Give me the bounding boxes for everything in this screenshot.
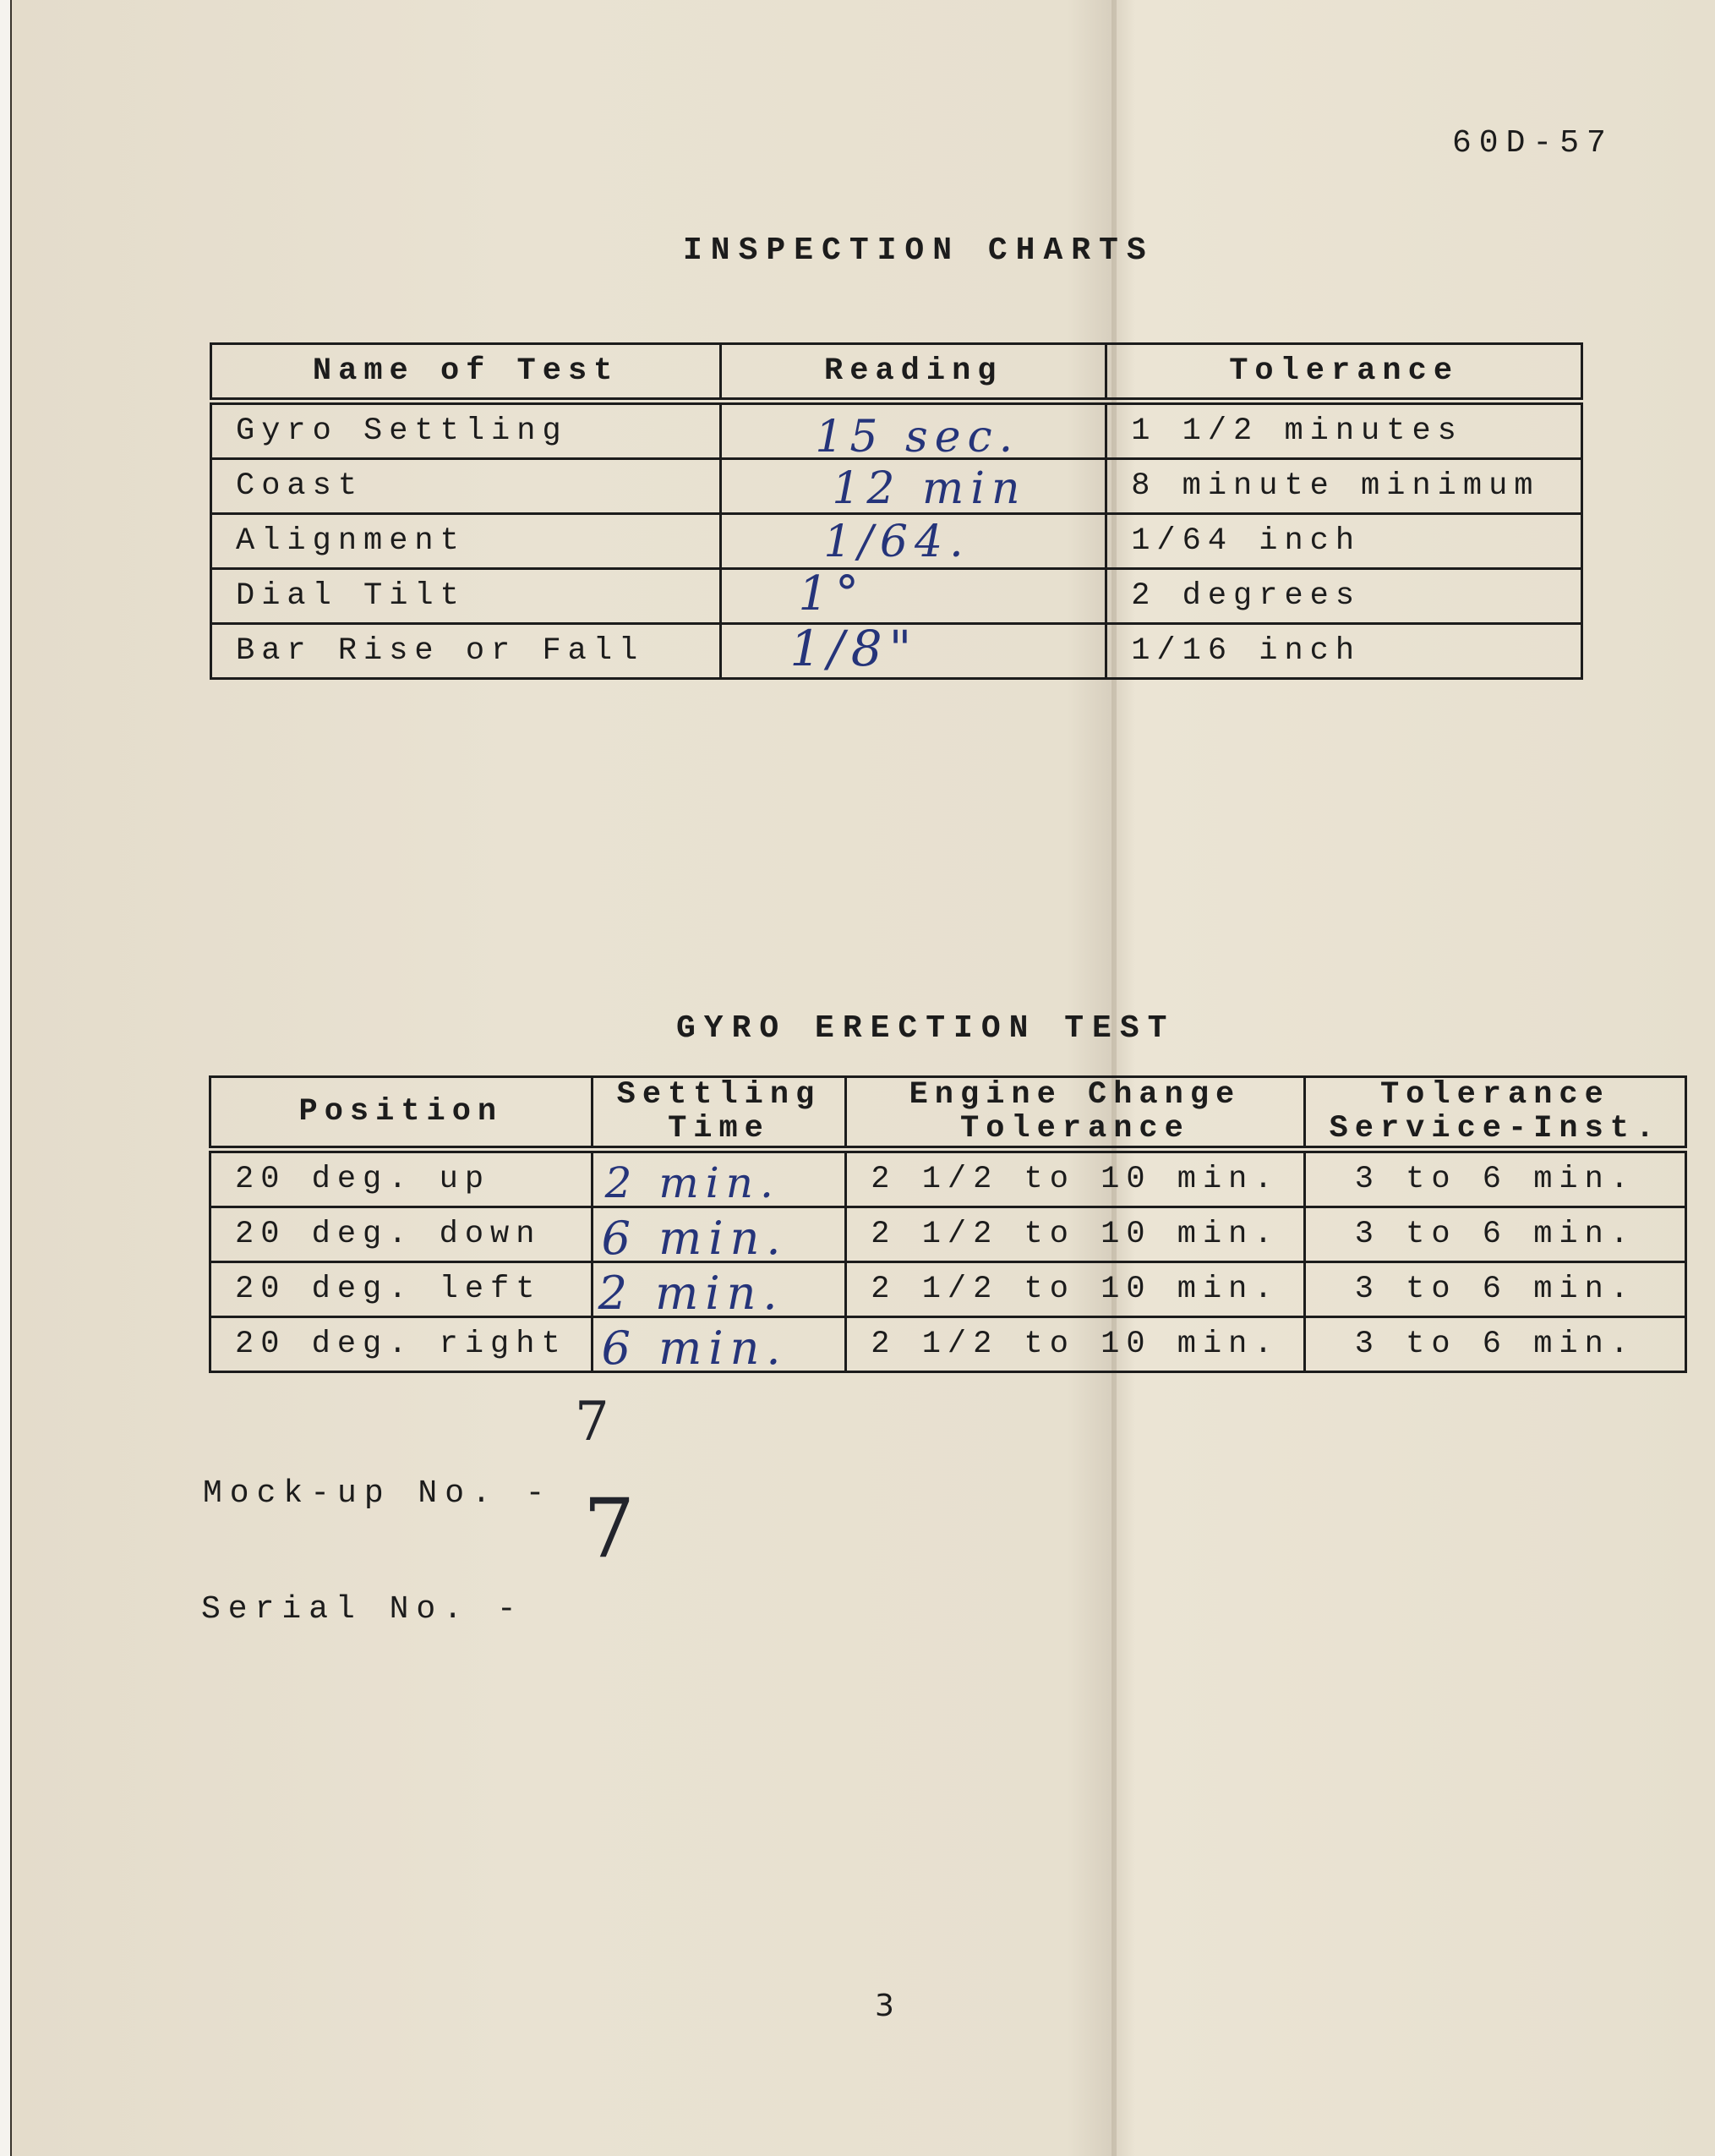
position-value: 20 deg. right <box>210 1317 593 1372</box>
settling-time-cell <box>592 1262 846 1320</box>
header-tolerance: Tolerance <box>1106 344 1582 402</box>
engine-change-tolerance-value: 2 1/2 to 10 min. <box>846 1150 1304 1207</box>
table-row <box>210 1150 1686 1207</box>
test-name: Coast <box>211 459 721 514</box>
margin-note: 7 <box>575 1391 609 1453</box>
handwritten-reading: 1/8" <box>789 620 919 677</box>
mockup-value: 7 <box>583 1481 636 1576</box>
handwritten-settling-time: 2 min. <box>604 1158 780 1207</box>
inspection-charts-title: INSPECTION CHARTS <box>683 233 1155 269</box>
reading-cell <box>721 459 1106 514</box>
serial-label: Serial No. - <box>201 1591 524 1628</box>
table-row <box>211 514 1582 569</box>
tolerance-value: 1 1/2 minutes <box>1106 402 1582 459</box>
inspection-charts-table <box>210 342 1583 680</box>
reading-cell <box>721 566 1106 624</box>
table-row <box>211 459 1582 514</box>
table-row <box>210 1262 1686 1317</box>
header-engine-change-tolerance: Engine Change Tolerance <box>846 1077 1304 1150</box>
tolerance-value: 1/64 inch <box>1106 514 1582 569</box>
page-number: 3 <box>875 1989 902 2023</box>
handwritten-reading: 12 min <box>832 463 1027 514</box>
table-row <box>210 1317 1686 1372</box>
tolerance-value: 1/16 inch <box>1106 624 1582 679</box>
header-reading: Reading <box>721 344 1106 402</box>
header-service-tolerance: Tolerance Service-Inst. <box>1304 1077 1686 1150</box>
handwritten-reading: 1/64. <box>823 517 970 567</box>
test-name: Alignment <box>211 514 721 569</box>
engine-change-tolerance-value: 2 1/2 to 10 min. <box>846 1207 1304 1262</box>
table-row <box>211 402 1582 459</box>
table-row <box>210 1207 1686 1262</box>
service-tolerance-value: 3 to 6 min. <box>1304 1262 1686 1317</box>
engine-change-tolerance-value: 2 1/2 to 10 min. <box>846 1262 1304 1317</box>
page-edge <box>0 0 12 2156</box>
handwritten-reading: 1° <box>798 566 866 621</box>
settling-time-cell <box>592 1150 846 1207</box>
handwritten-settling-time: 6 min. <box>601 1212 788 1265</box>
table-header-row <box>210 1077 1686 1150</box>
gyro-erection-test-title: GYRO ERECTION TEST <box>676 1010 1176 1047</box>
test-name: Bar Rise or Fall <box>211 624 721 679</box>
service-tolerance-value: 3 to 6 min. <box>1304 1207 1686 1262</box>
table-row <box>211 624 1582 679</box>
tolerance-value: 8 minute minimum <box>1106 459 1582 514</box>
handwritten-settling-time: 6 min. <box>601 1322 788 1375</box>
document-id: 60D-57 <box>1452 125 1614 161</box>
settling-time-cell <box>592 1207 846 1265</box>
header-name-of-test: Name of Test <box>211 344 721 402</box>
reading-cell <box>721 402 1106 462</box>
handwritten-settling-time: 2 min. <box>598 1267 784 1320</box>
header-settling-time: Settling Time <box>592 1077 846 1150</box>
table-row <box>211 569 1582 624</box>
mockup-label: Mock-up No. - <box>203 1475 553 1512</box>
engine-change-tolerance-value: 2 1/2 to 10 min. <box>846 1317 1304 1372</box>
test-name: Gyro Settling <box>211 402 721 459</box>
tolerance-value: 2 degrees <box>1106 569 1582 624</box>
handwritten-reading: 15 sec. <box>815 412 1020 462</box>
test-name: Dial Tilt <box>211 569 721 624</box>
gyro-erection-table <box>209 1075 1687 1373</box>
service-tolerance-value: 3 to 6 min. <box>1304 1150 1686 1207</box>
reading-cell <box>721 620 1106 679</box>
position-value: 20 deg. up <box>210 1150 593 1207</box>
table-header-row <box>211 344 1582 402</box>
position-value: 20 deg. down <box>210 1207 593 1262</box>
service-tolerance-value: 3 to 6 min. <box>1304 1317 1686 1372</box>
header-position: Position <box>210 1077 593 1150</box>
position-value: 20 deg. left <box>210 1262 593 1317</box>
settling-time-cell <box>592 1317 846 1375</box>
reading-cell <box>721 514 1106 569</box>
